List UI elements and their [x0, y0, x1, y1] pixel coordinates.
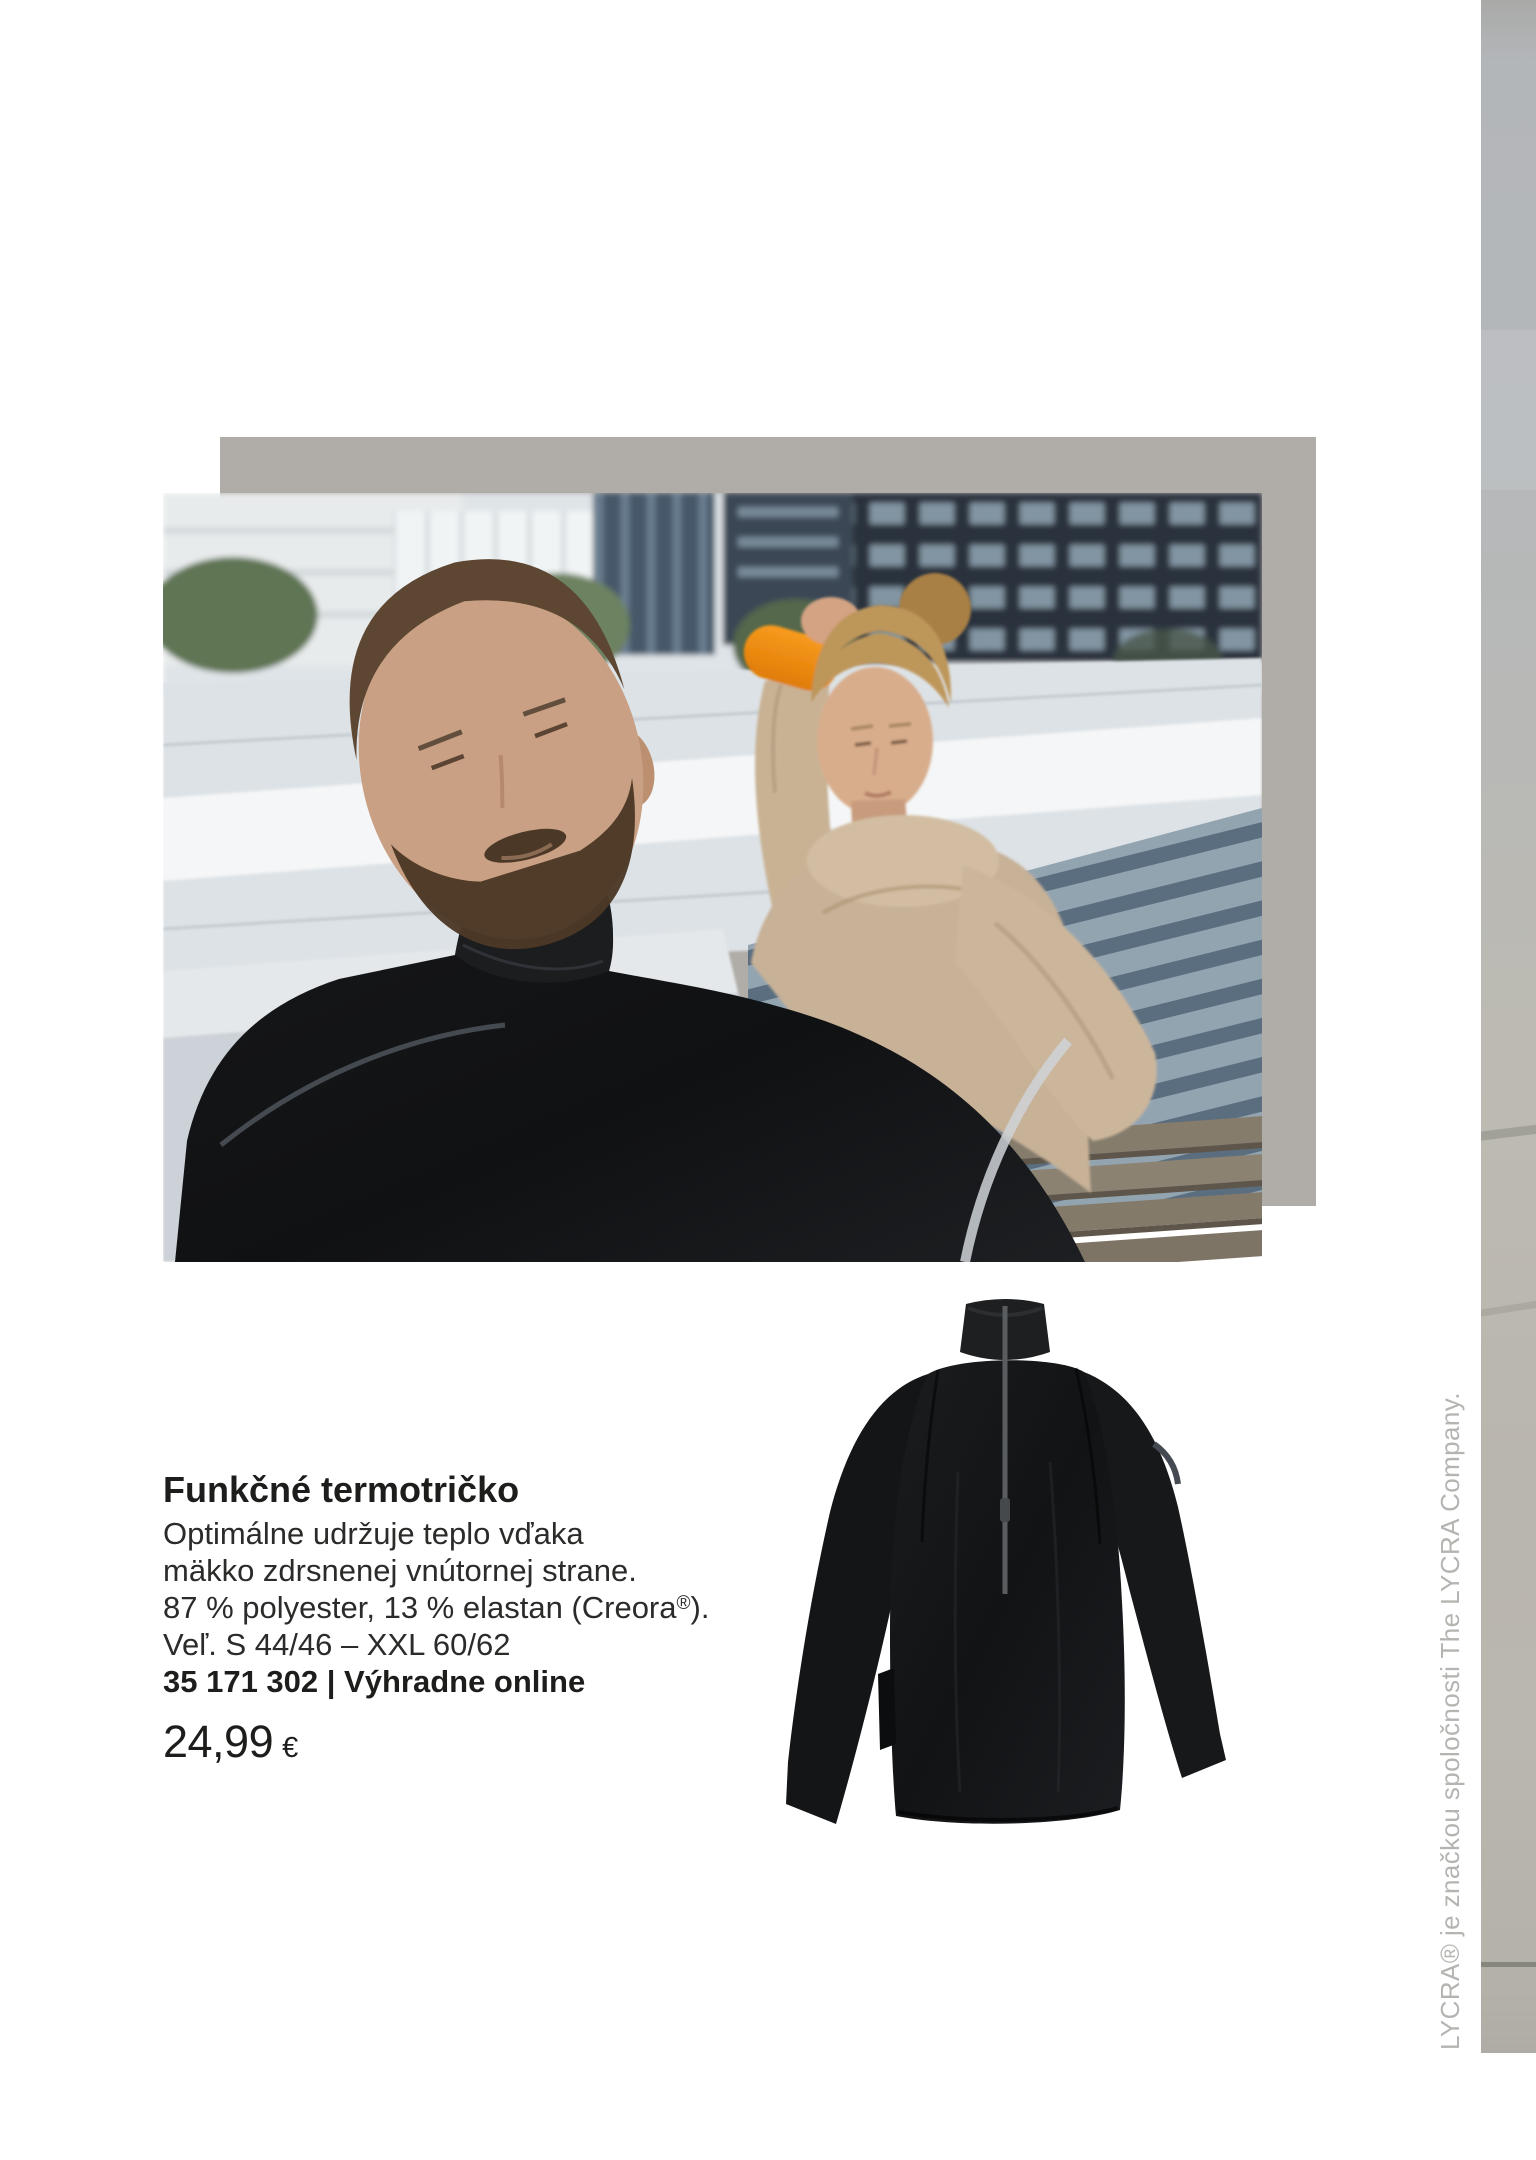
material-text-end: ). — [690, 1590, 710, 1625]
price-currency-euro: € — [282, 1732, 299, 1764]
material-text: 87 % polyester, 13 % elastan (Creora — [163, 1590, 677, 1625]
product-photo-thermal-shirt — [778, 1292, 1232, 1837]
pavement-highlight — [1481, 330, 1536, 490]
pavement-joint-line — [1481, 1300, 1536, 1318]
product-info — [163, 1470, 783, 1768]
product-order-number: 35 171 302 | Výhradne online — [163, 1664, 586, 1699]
pavement-joint-line — [1481, 1962, 1536, 1967]
product-price — [163, 1716, 783, 1768]
product-desc-line-1: Optimálne udržuje teplo vďaka — [163, 1516, 584, 1551]
price-value: 24,99 — [163, 1716, 274, 1767]
product-desc-line-3 — [163, 1589, 783, 1626]
pavement-edge-photo-strip — [1481, 0, 1536, 2053]
pavement-joint-line — [1481, 1124, 1536, 1141]
lycra-trademark-note: LYCRA® je značkou spoločnosti The LYCRA Company. — [1435, 1392, 1465, 2050]
hero-photo — [163, 493, 1262, 1262]
hero-photo-illustration — [163, 493, 1262, 1262]
registered-trademark-symbol: ® — [676, 1593, 691, 1614]
product-title: Funkčné termotričko — [163, 1469, 520, 1510]
thermal-shirt-illustration — [778, 1292, 1232, 1837]
product-desc-line-2: mäkko zdrsnenej vnútornej strane. — [163, 1553, 637, 1588]
side-flap-detail — [878, 1668, 896, 1750]
product-size-line: Veľ. S 44/46 – XXL 60/62 — [163, 1627, 511, 1662]
